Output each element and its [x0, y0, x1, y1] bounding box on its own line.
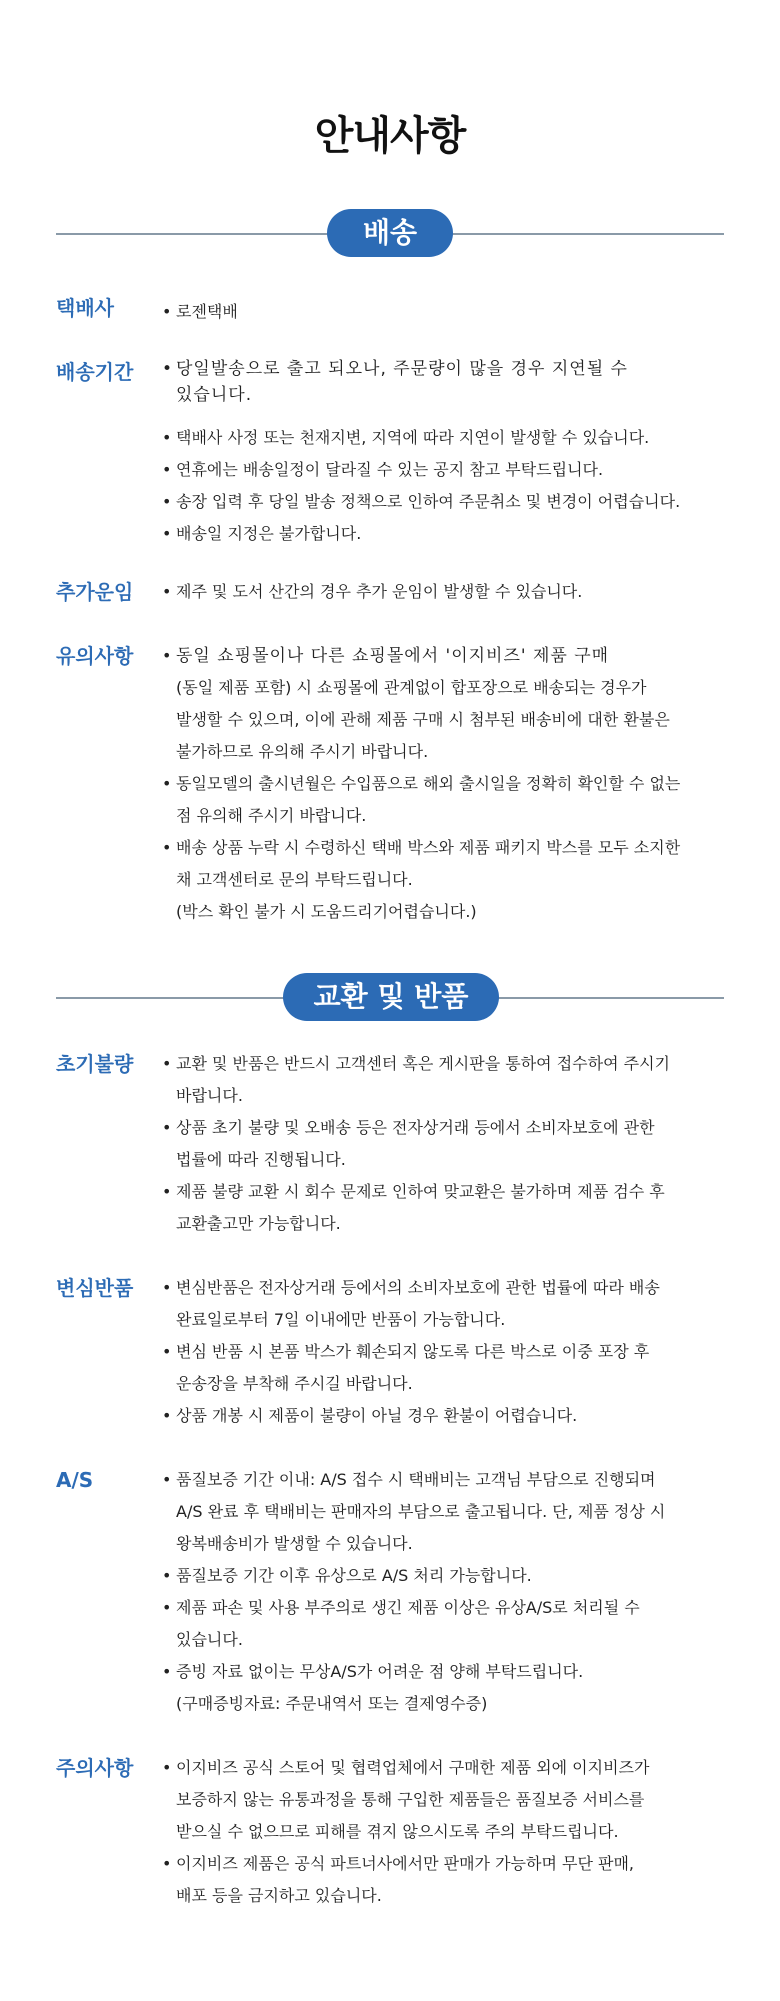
list-item: • 동일 쇼핑몰이나 다른 쇼핑몰에서 '이지비즈' 제품 구매 (동일 제품 포함) 시 쇼핑몰에 관계없이 합포장으로 배송되는 경우가 발생할 수 있으며, 이에 관해 제품 구매 시 첨부된 배송비에 대한 환불은 불가하므로 유의해 주시기 바랍니다.: [162, 640, 728, 768]
section-header-shipping: 배송: [327, 209, 453, 257]
list-item: • 교환 및 반품은 반드시 고객센터 혹은 게시판을 통하여 접수하여 주시기 바랍니다.: [162, 1048, 728, 1112]
caution-label: 주의사항: [56, 1756, 134, 1780]
list-item: • 제품 불량 교환 시 회수 문제로 인하여 맞교환은 불가하며 제품 검수 후 교환출고만 가능합니다.: [162, 1176, 728, 1240]
list-item: • 연휴에는 배송일정이 달라질 수 있는 공지 참고 부탁드립니다.: [162, 454, 728, 486]
list-item: • 품질보증 기간 이내: A/S 접수 시 택배비는 고객님 부담으로 진행되며 A/S 완료 후 택배비는 판매자의 부담으로 출고됩니다. 단, 제품 정상 시 왕복배송비가 발생할 수 있습니다.: [162, 1464, 728, 1560]
notice-list: [162, 640, 728, 928]
defect-label: 초기불량: [56, 1052, 134, 1076]
list-item: • 송장 입력 후 당일 발송 정책으로 인하여 주문취소 및 변경이 어렵습니다.: [162, 486, 728, 518]
period-list: [162, 356, 728, 550]
list-item: • 상품 개봉 시 제품이 불량이 아닐 경우 환불이 어렵습니다.: [162, 1400, 728, 1432]
page-title: 안내사항: [314, 113, 466, 159]
list-item: • 배송일 지정은 불가합니다.: [162, 518, 728, 550]
list-item: • 이지비즈 제품은 공식 파트너사에서만 판매가 가능하며 무단 판매, 배포 등을 금지하고 있습니다.: [162, 1848, 728, 1912]
courier-list: [162, 296, 728, 328]
extra-fee-label: 추가운임: [56, 580, 134, 604]
list-item: • 품질보증 기간 이후 유상으로 A/S 처리 가능합니다.: [162, 1560, 728, 1592]
list-item: • 변심반품은 전자상거래 등에서의 소비자보호에 관한 법률에 따라 배송 완료일로부터 7일 이내에만 반품이 가능합니다.: [162, 1272, 728, 1336]
as-label: A/S: [56, 1468, 94, 1492]
list-item: • 증빙 자료 없이는 무상A/S가 어려운 점 양해 부탁드립니다. (구매증빙자료: 주문내역서 또는 결제영수증): [162, 1656, 728, 1720]
extra-fee-list: [162, 576, 728, 608]
defect-list: [162, 1048, 728, 1240]
list-item: • 동일모델의 출시년월은 수입품으로 해외 출시일을 정확히 확인할 수 없는 점 유의해 주시기 바랍니다.: [162, 768, 728, 832]
list-item: • 이지비즈 공식 스토어 및 협력업체에서 구매한 제품 외에 이지비즈가 보증하지 않는 유통과정을 통해 구입한 제품들은 품질보증 서비스를 받으실 수 없으므로 피해를 겪지 않으시도록 주의 부탁드립니다.: [162, 1752, 728, 1848]
list-item: • 상품 초기 불량 및 오배송 등은 전자상거래 등에서 소비자보호에 관한 법률에 따라 진행됩니다.: [162, 1112, 728, 1176]
notice-label: 유의사항: [56, 644, 134, 668]
list-item: • 제주 및 도서 산간의 경우 추가 운임이 발생할 수 있습니다.: [162, 576, 728, 608]
list-item: • 로젠택배: [162, 296, 728, 328]
list-item: • 제품 파손 및 사용 부주의로 생긴 제품 이상은 유상A/S로 처리될 수 있습니다.: [162, 1592, 728, 1656]
list-item: • 택배사 사정 또는 천재지변, 지역에 따라 지연이 발생할 수 있습니다.: [162, 422, 728, 454]
change-of-mind-label: 변심반품: [56, 1276, 134, 1300]
as-list: [162, 1464, 728, 1720]
section-header-returns: 교환 및 반품: [283, 973, 499, 1021]
list-item: • 변심 반품 시 본품 박스가 훼손되지 않도록 다른 박스로 이중 포장 후 운송장을 부착해 주시길 바랍니다.: [162, 1336, 728, 1400]
courier-label: 택배사: [56, 296, 114, 320]
caution-list: [162, 1752, 728, 1912]
list-item: • 당일발송으로 출고 되오나, 주문량이 많을 경우 지연될 수 있습니다.: [162, 356, 728, 408]
change-of-mind-list: [162, 1272, 728, 1432]
period-label: 배송기간: [56, 360, 134, 384]
list-item: • 배송 상품 누락 시 수령하신 택배 박스와 제품 패키지 박스를 모두 소지한 채 고객센터로 문의 부탁드립니다. (박스 확인 불가 시 도움드리기어렵습니다.): [162, 832, 728, 928]
